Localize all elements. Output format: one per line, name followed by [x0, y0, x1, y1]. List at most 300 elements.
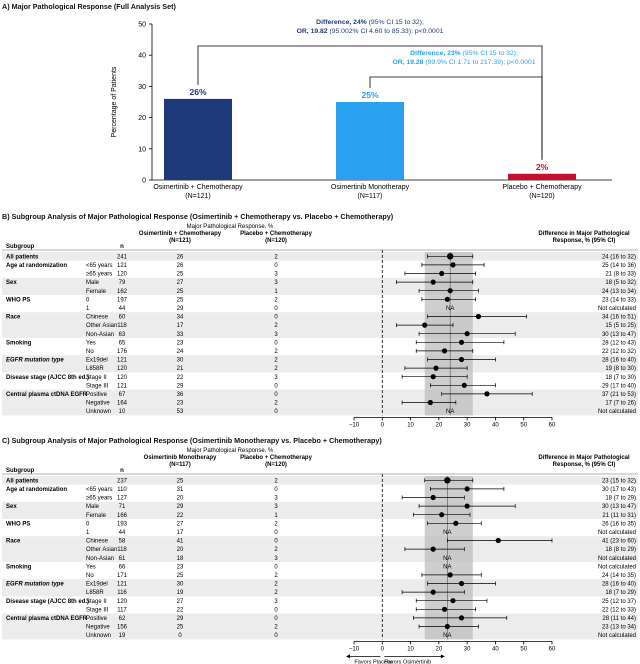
cell-n: 120: [116, 598, 128, 605]
cell-n: 19: [118, 633, 126, 640]
cell-difference-ci: Not calculated: [597, 564, 636, 571]
header-arm1-n: (N=121): [169, 238, 191, 244]
cell-difference-ci: 37 (21 to 53): [601, 392, 636, 398]
point-estimate: [442, 348, 447, 353]
cell-arm1-pct: 20: [176, 495, 184, 502]
cell-n: 44: [118, 530, 126, 536]
cell-difference-ci: 29 (17 to 40): [601, 383, 636, 390]
forest-x-tick-label: 0: [380, 422, 384, 429]
header-diff-line1: Difference in Major Pathological: [538, 231, 630, 237]
cell-arm2-pct: 0: [274, 314, 278, 321]
point-estimate: [450, 598, 455, 603]
subgroup-level: Positive: [86, 616, 108, 622]
cell-arm2-pct: 0: [274, 263, 278, 269]
cell-difference-ci: 25 (14 to 36): [601, 263, 636, 269]
point-estimate: [448, 288, 453, 293]
cell-arm1-pct: 17: [176, 530, 184, 536]
subgroup-name: Sex: [6, 504, 17, 511]
cell-n: 110: [117, 487, 127, 493]
point-estimate: [462, 383, 467, 388]
cell-arm1-pct: 27: [176, 280, 184, 287]
panel-b-title: B) Subgroup Analysis of Major Pathological Response (Osimertinib + Chemotherapy vs. Placebo + Chemotherapy): [2, 212, 394, 221]
cell-difference-ci: 28 (16 to 40): [601, 357, 636, 364]
header-arm2-n: (N=120): [265, 238, 287, 244]
cell-arm1-pct: 25: [176, 478, 184, 485]
cell-arm2-pct: 2: [274, 590, 278, 597]
header-arm1-n: (N=117): [169, 462, 191, 468]
cell-n: 121: [116, 263, 128, 269]
forest-na-label: NA: [443, 564, 452, 571]
cell-n: 121: [116, 357, 128, 364]
subgroup-level: Stage III: [86, 383, 109, 390]
cell-difference-ci: Not calculated: [597, 530, 636, 536]
cell-difference-ci: 18 (7 to 30): [605, 374, 636, 381]
cell-n: 164: [116, 400, 128, 407]
cell-difference-ci: 26 (16 to 35): [601, 521, 636, 528]
cell-arm1-pct: 23: [176, 400, 184, 407]
cell-arm1-pct: 34: [176, 314, 184, 321]
cell-difference-ci: Not calculated: [597, 306, 636, 312]
cell-n: 120: [116, 271, 128, 278]
cell-arm2-pct: 0: [274, 564, 278, 571]
header-diff-line1: Difference in Major Pathological: [538, 455, 630, 461]
subgroup-level: Chinese: [86, 314, 109, 321]
cell-n: 118: [117, 323, 127, 330]
forest-na-label: NA: [445, 306, 455, 312]
subgroup-level: Chinese: [86, 538, 109, 545]
cell-arm2-pct: 2: [274, 254, 278, 261]
cell-arm2-pct: 0: [274, 306, 278, 312]
subgroup-name: Sex: [6, 280, 17, 287]
y-tick-label: 20: [138, 115, 146, 123]
subgroup-name: Central plasma ctDNA EGFR: [6, 616, 88, 622]
cell-difference-ci: Not calculated: [597, 555, 636, 562]
cell-arm1-pct: 27: [176, 598, 184, 605]
cell-arm1-pct: 25: [176, 288, 184, 295]
cell-arm2-pct: 3: [274, 331, 278, 338]
forest-plot-osimertinib-chemo: [0, 222, 640, 430]
cell-arm1-pct: 23: [176, 564, 184, 571]
point-estimate: [442, 607, 447, 612]
point-estimate: [439, 271, 444, 276]
cell-difference-ci: 24 (13 to 34): [601, 288, 636, 295]
header-arm1: Osimertinib Monotherapy: [143, 455, 217, 461]
x-category-label: Osimertinib + Chemotherapy: [153, 184, 243, 191]
cell-arm2-pct: 2: [274, 349, 278, 355]
cell-arm2-pct: 2: [274, 573, 278, 579]
cell-arm1-pct: 26: [176, 254, 184, 261]
subgroup-level: <65 years: [86, 487, 113, 493]
subgroup-level: Negative: [86, 624, 110, 631]
cell-n: 121: [116, 383, 128, 390]
cell-arm2-pct: 2: [274, 521, 278, 528]
header-subgroup: Subgroup: [6, 244, 35, 250]
cell-n: 63: [118, 331, 126, 338]
subgroup-name: WHO PS: [6, 297, 31, 304]
subgroup-level: Yes: [86, 340, 96, 347]
forest-na-label: NA: [443, 555, 452, 562]
cell-arm2-pct: 2: [274, 297, 278, 304]
point-estimate: [422, 323, 427, 328]
subgroup-name: Race: [6, 538, 21, 545]
cell-arm2-pct: 2: [274, 357, 278, 364]
cell-difference-ci: 41 (23 to 60): [601, 538, 636, 545]
forest-x-tick-label: 20: [435, 646, 443, 653]
forest-x-tick-label: 50: [520, 422, 528, 429]
cell-arm2-pct: 3: [274, 504, 278, 511]
cell-n: 176: [116, 349, 128, 355]
header-diff-line2: Response, % (95% CI): [552, 238, 616, 244]
y-tick-label: 10: [138, 146, 146, 154]
point-estimate: [465, 486, 470, 491]
cell-n: 197: [116, 297, 128, 304]
cell-difference-ci: Not calculated: [597, 633, 636, 640]
cell-difference-ci: 23 (13 to 34): [601, 624, 636, 631]
point-estimate: [447, 253, 453, 259]
cell-arm2-pct: 0: [274, 530, 278, 536]
x-category-label: Osimertinib Monotherapy: [330, 184, 410, 191]
cell-arm1-pct: 21: [176, 366, 184, 373]
cell-arm1-pct: 23: [176, 340, 184, 347]
y-axis-label: Percentage of Patients: [111, 66, 118, 138]
point-estimate: [431, 547, 436, 552]
bar-value-label: 26%: [189, 86, 207, 97]
point-estimate: [445, 297, 450, 302]
subgroup-name: All patients: [6, 254, 39, 261]
cell-arm1-pct: 31: [176, 487, 184, 493]
cell-difference-ci: 15 (5 to 25): [605, 323, 636, 330]
forest-x-tick-label: −10: [348, 422, 360, 429]
x-category-n: (N=120): [529, 193, 555, 200]
subgroup-level: ≥65 years: [86, 271, 113, 278]
point-estimate: [459, 615, 464, 620]
favors-right-label: Favors Osimertinib: [384, 659, 432, 664]
cell-arm2-pct: 3: [274, 374, 278, 381]
annotation-difference: Difference, 23% (95% CI 15 to 32);: [410, 50, 518, 57]
cell-difference-ci: 34 (16 to 51): [601, 314, 636, 321]
cell-arm1-pct: 22: [176, 607, 184, 614]
cell-arm1-pct: 29: [176, 383, 184, 390]
cell-arm1-pct: 33: [176, 331, 184, 338]
subgroup-name: Smoking: [6, 340, 32, 347]
bar: [508, 174, 576, 180]
point-estimate: [496, 538, 501, 543]
subgroup-name: Age at randomization: [6, 487, 68, 493]
subgroup-name: Disease stage (AJCC 8th ed.): [6, 598, 90, 605]
subgroup-level: Unknown: [86, 633, 112, 640]
cell-n: 120: [116, 366, 128, 373]
subgroup-level: L858R: [86, 590, 104, 597]
point-estimate: [439, 512, 444, 517]
cell-arm1-pct: 19: [176, 590, 184, 597]
bar: [164, 99, 232, 180]
subgroup-name: Smoking: [6, 564, 32, 571]
cell-n: 171: [116, 573, 128, 579]
cell-arm1-pct: 30: [176, 357, 184, 364]
favors-left-arrowhead: [346, 654, 350, 658]
cell-arm2-pct: 2: [274, 581, 278, 588]
header-mpr: Major Pathological Response, %: [186, 224, 274, 230]
cell-arm1-pct: 20: [176, 547, 184, 554]
cell-difference-ci: Not calculated: [597, 409, 636, 416]
cell-n: 117: [117, 607, 127, 614]
forest-x-tick-label: 10: [407, 422, 414, 429]
point-estimate: [448, 572, 453, 577]
cell-difference-ci: 18 (5 to 32): [605, 280, 636, 287]
cell-difference-ci: 17 (7 to 26): [605, 400, 636, 407]
forest-x-tick-label: 30: [463, 422, 471, 429]
forest-na-label: NA: [443, 530, 452, 536]
point-estimate: [431, 590, 436, 595]
cell-arm2-pct: 3: [274, 495, 278, 502]
cell-arm2-pct: 0: [274, 616, 278, 622]
cell-arm1-pct: 25: [176, 573, 184, 579]
cell-difference-ci: 23 (14 to 33): [601, 297, 636, 304]
cell-arm1-pct: 53: [176, 409, 184, 416]
point-estimate: [476, 314, 481, 319]
cell-arm1-pct: 29: [176, 616, 184, 622]
forest-x-tick-label: 60: [548, 422, 556, 429]
forest-x-tick-label: 0: [380, 646, 384, 653]
cell-arm1-pct: 0: [178, 633, 182, 640]
cell-difference-ci: 22 (12 to 33): [601, 607, 636, 614]
cell-arm1-pct: 17: [176, 323, 184, 330]
header-diff-line2: Response, % (95% CI): [552, 462, 616, 468]
cell-arm2-pct: 2: [274, 478, 278, 485]
cell-n: 127: [116, 495, 128, 502]
cell-arm1-pct: 25: [176, 271, 184, 278]
cell-n: 10: [118, 409, 126, 416]
header-n: n: [120, 244, 124, 250]
cell-arm1-pct: 29: [176, 504, 184, 511]
x-category-label: Placebo + Chemotherapy: [502, 184, 582, 191]
point-estimate: [431, 374, 436, 379]
row-shading: [2, 476, 638, 485]
point-estimate: [428, 400, 433, 405]
point-estimate: [431, 495, 436, 500]
forest-x-tick-label: 10: [407, 646, 414, 653]
subgroup-name: Race: [6, 314, 21, 321]
cell-difference-ci: 30 (13 to 47): [601, 504, 636, 511]
cell-difference-ci: 21 (11 to 31): [602, 512, 636, 519]
cell-n: 120: [116, 374, 128, 381]
forest-x-tick-label: 30: [463, 646, 471, 653]
cell-arm2-pct: 3: [274, 555, 278, 562]
subgroup-name: EGFR mutation type: [6, 581, 64, 588]
cell-arm2-pct: 3: [274, 271, 278, 278]
subgroup-level: No: [86, 349, 94, 355]
subgroup-level: Ex19del: [86, 357, 108, 364]
row-shading: [2, 252, 638, 261]
cell-difference-ci: 24 (14 to 35): [601, 573, 636, 579]
subgroup-level: ≥65 years: [86, 495, 113, 502]
point-estimate: [459, 340, 464, 345]
cell-arm1-pct: 18: [176, 555, 184, 562]
header-mpr: Major Pathological Response, %: [186, 448, 274, 454]
subgroup-level: 0: [86, 297, 90, 304]
subgroup-level: Male: [86, 280, 100, 287]
cell-arm2-pct: 0: [274, 383, 278, 390]
cell-difference-ci: 18 (7 to 29): [605, 590, 636, 597]
cell-n: 116: [117, 590, 127, 597]
cell-difference-ci: 18 (7 to 29): [605, 495, 636, 502]
cell-arm1-pct: 24: [176, 349, 184, 355]
annotation-odds-ratio: OR, 19.28 (99.9% CI 1.71 to 217.39); p<0.0001: [392, 59, 536, 66]
forest-x-tick-label: 40: [492, 646, 499, 653]
cell-n: 65: [118, 340, 126, 347]
subgroup-level: Other Asian: [86, 547, 118, 554]
cell-n: 193: [116, 521, 128, 528]
cell-arm2-pct: 2: [274, 366, 278, 373]
cell-n: 79: [118, 280, 126, 287]
forest-na-label: NA: [445, 409, 455, 416]
cell-arm1-pct: 29: [176, 306, 184, 312]
subgroup-name: EGFR mutation type: [6, 357, 64, 364]
cell-difference-ci: 28 (16 to 40): [601, 581, 636, 588]
cell-n: 44: [118, 306, 126, 312]
cell-difference-ci: 30 (13 to 47): [601, 331, 636, 338]
cell-difference-ci: 23 (15 to 32): [601, 478, 636, 485]
y-tick-label: 40: [138, 52, 146, 60]
subgroup-level: Unknown: [86, 409, 112, 416]
subgroup-level: Stage II: [86, 598, 107, 605]
point-estimate: [459, 357, 464, 362]
cell-arm2-pct: 1: [274, 288, 278, 295]
forest-x-tick-label: 50: [520, 646, 528, 653]
cell-n: 156: [116, 624, 128, 631]
cell-arm1-pct: 26: [176, 263, 184, 269]
cell-arm1-pct: 41: [176, 538, 184, 545]
annotation-odds-ratio: OR, 19.82 (95.002% CI 4.60 to 85.33); p<0.0001: [296, 28, 444, 35]
cell-n: 60: [118, 314, 126, 321]
forest-x-tick-label: 40: [492, 422, 499, 429]
cell-arm2-pct: 2: [274, 323, 278, 330]
point-estimate: [484, 391, 489, 396]
annotation-difference: Difference, 24% (95% CI 15 to 32);: [316, 19, 424, 26]
point-estimate: [459, 581, 464, 586]
subgroup-level: Female: [86, 288, 107, 295]
subgroup-name: Disease stage (AJCC 8th ed.): [6, 374, 90, 381]
point-estimate: [445, 624, 450, 629]
cell-difference-ci: 28 (12 to 43): [601, 340, 636, 347]
bar-value-label: 2%: [535, 161, 549, 172]
cell-n: 166: [116, 512, 128, 519]
cell-arm2-pct: 0: [274, 538, 278, 545]
bar: [336, 102, 404, 180]
y-tick-label: 50: [138, 21, 146, 29]
subgroup-name: WHO PS: [6, 521, 31, 528]
forest-na-label: NA: [443, 633, 452, 640]
cell-arm1-pct: 22: [176, 512, 184, 519]
subgroup-level: Stage II: [86, 374, 107, 381]
cell-difference-ci: 28 (11 to 44): [602, 616, 636, 622]
cell-arm1-pct: 22: [176, 374, 184, 381]
cell-difference-ci: 22 (12 to 32): [601, 349, 636, 355]
subgroup-level: Non-Asian: [86, 555, 115, 562]
cell-arm2-pct: 1: [274, 512, 278, 519]
cell-arm2-pct: 3: [274, 598, 278, 605]
favors-left-label: Favors Placebo: [354, 659, 394, 664]
cell-arm2-pct: 0: [274, 409, 278, 416]
header-n: n: [120, 468, 124, 474]
cell-difference-ci: 24 (16 to 32): [601, 254, 636, 261]
cell-arm2-pct: 0: [274, 633, 278, 640]
cell-arm1-pct: 36: [176, 392, 184, 398]
header-arm1: Osimertinib + Chemotherapy: [138, 231, 222, 237]
point-estimate: [433, 366, 438, 371]
cell-n: 58: [118, 538, 126, 545]
cell-n: 62: [118, 616, 126, 622]
cell-difference-ci: 18 (8 to 29): [605, 547, 636, 554]
subgroup-level: Yes: [86, 564, 96, 571]
cell-arm2-pct: 2: [274, 624, 278, 631]
subgroup-level: 1: [86, 530, 90, 536]
cell-n: 162: [116, 288, 128, 295]
cell-arm1-pct: 25: [176, 624, 184, 631]
y-tick-label: 30: [138, 83, 146, 91]
forest-plot-osimertinib-mono: [0, 446, 640, 664]
cell-arm2-pct: 0: [274, 340, 278, 347]
cell-difference-ci: 25 (12 to 37): [601, 598, 636, 605]
header-arm2: Placebo + Chemotherapy: [240, 231, 312, 237]
subgroup-level: Stage III: [86, 607, 109, 614]
forest-x-tick-label: 60: [548, 646, 556, 653]
subgroup-name: Age at randomization: [6, 263, 68, 269]
panel-a-title: A) Major Pathological Response (Full Analysis Set): [2, 2, 176, 11]
point-estimate: [450, 262, 455, 267]
cell-arm2-pct: 0: [274, 392, 278, 398]
point-estimate: [465, 504, 470, 509]
cell-difference-ci: 30 (17 to 43): [601, 487, 636, 493]
cell-arm1-pct: 25: [176, 297, 184, 304]
subgroup-level: 1: [86, 306, 90, 312]
cell-n: 237: [116, 478, 128, 485]
forest-x-tick-label: 20: [435, 422, 443, 429]
cell-n: 118: [117, 547, 127, 554]
y-tick-label: 0: [142, 177, 146, 185]
header-arm2-n: (N=120): [265, 462, 287, 468]
point-estimate: [453, 521, 458, 526]
point-estimate: [431, 280, 436, 285]
subgroup-name: Central plasma ctDNA EGFR: [6, 392, 88, 398]
cell-n: 61: [118, 555, 126, 562]
bar-chart-mpr: [0, 10, 640, 212]
cell-arm2-pct: 2: [274, 400, 278, 407]
subgroup-level: Ex19del: [86, 581, 108, 588]
subgroup-level: L858R: [86, 366, 104, 373]
cell-n: 241: [116, 254, 128, 261]
subgroup-level: Non-Asian: [86, 331, 115, 338]
favors-right-arrowhead: [441, 654, 445, 658]
cell-arm2-pct: 0: [274, 607, 278, 614]
cell-difference-ci: 21 (8 to 33): [605, 271, 636, 278]
cell-arm2-pct: 3: [274, 280, 278, 287]
subgroup-name: All patients: [6, 478, 39, 485]
subgroup-level: No: [86, 573, 94, 579]
header-subgroup: Subgroup: [6, 468, 35, 474]
subgroup-level: Negative: [86, 400, 110, 407]
bar-value-label: 25%: [361, 90, 379, 100]
point-estimate: [465, 331, 470, 336]
forest-x-tick-label: −10: [348, 646, 360, 653]
cell-n: 66: [118, 564, 126, 571]
subgroup-level: Other Asian: [86, 323, 118, 330]
cell-difference-ci: 19 (8 to 30): [605, 366, 636, 373]
x-category-n: (N=117): [357, 193, 383, 200]
subgroup-level: Positive: [86, 392, 108, 398]
subgroup-level: 0: [86, 521, 90, 528]
cell-n: 121: [116, 581, 128, 588]
